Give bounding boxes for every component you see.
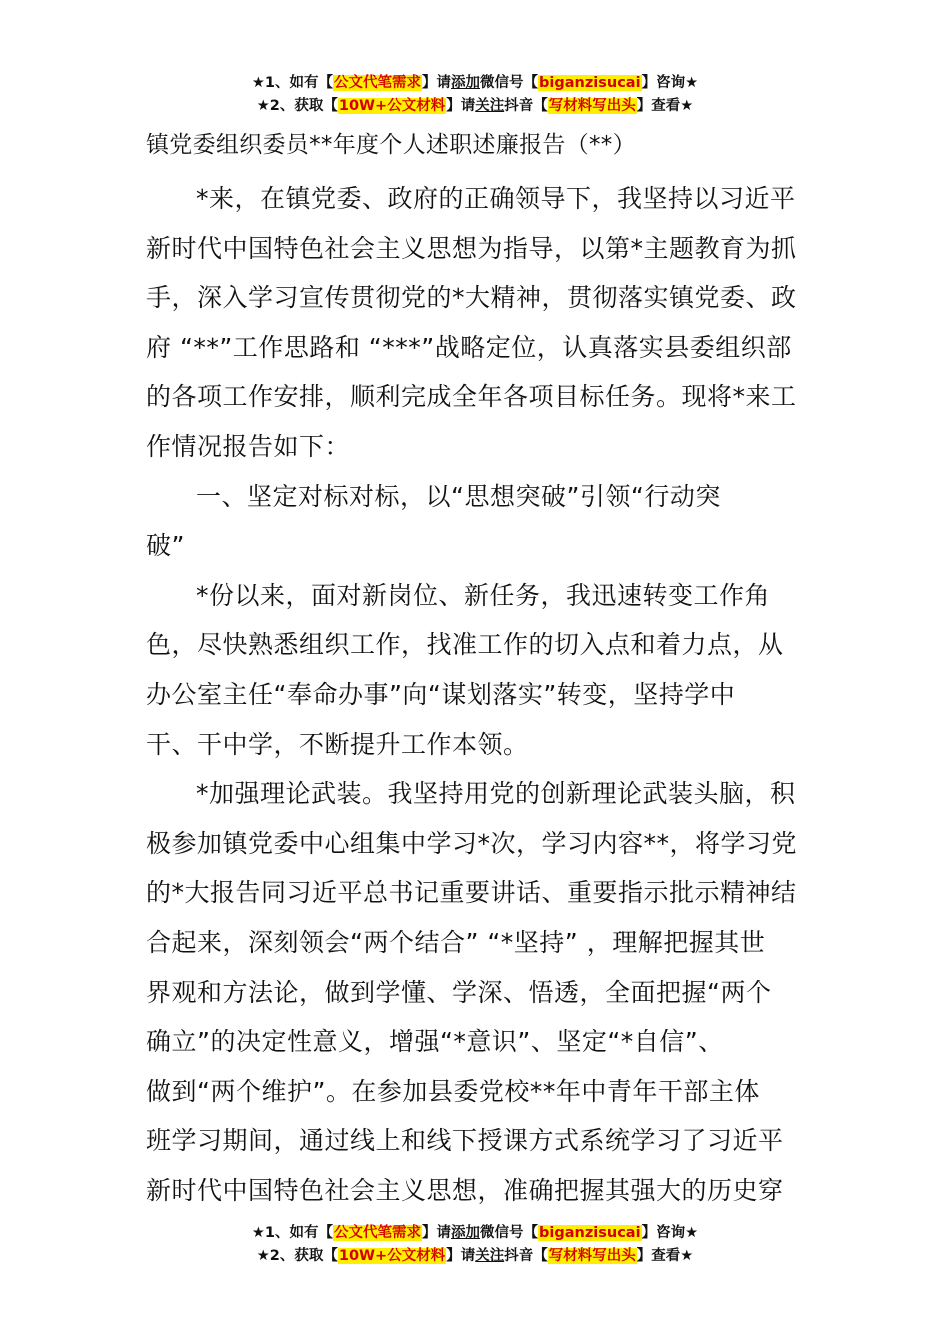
banner-highlight: biganzisucai bbox=[539, 75, 641, 91]
banner-text: 抖音【 bbox=[504, 1248, 548, 1264]
section-heading-line: 破” bbox=[146, 531, 185, 561]
body-line: 作情况报告如下： bbox=[146, 431, 351, 461]
banner-text: 】请 bbox=[422, 1225, 452, 1241]
banner-line-1 bbox=[0, 72, 950, 95]
banner-text: 微信号【 bbox=[480, 1225, 539, 1241]
body-line: 干、干中学，不断提升工作本领。 bbox=[146, 729, 529, 759]
body-line: 确立”的决定性意义，增强“*意识”、坚定“*自信”、 bbox=[146, 1027, 724, 1057]
body-line: 手，深入学习宣传贯彻党的*大精神，贯彻落实镇党委、政 bbox=[146, 283, 797, 313]
banner-line-2 bbox=[0, 95, 950, 118]
banner-text: ★1、如有【 bbox=[251, 75, 334, 91]
body-line: 班学习期间，通过线上和线下授课方式系统学习了习近平 bbox=[146, 1126, 784, 1156]
bottom-banner bbox=[0, 1222, 950, 1268]
banner-highlight: 写材料写出头 bbox=[548, 1248, 636, 1264]
banner-text: 】查看★ bbox=[636, 1248, 694, 1264]
banner-text: ★2、获取【 bbox=[256, 1248, 338, 1264]
banner-text: 】请 bbox=[422, 75, 452, 91]
banner-highlight: 10W+公文材料 bbox=[338, 98, 446, 114]
body-line: 新时代中国特色社会主义思想为指导，以第*主题教育为抓 bbox=[146, 233, 797, 263]
document-title: 镇党委组织委员**年度个人述职述廉报告（**） bbox=[146, 132, 636, 158]
body-text bbox=[146, 174, 806, 1215]
banner-text: 】请 bbox=[446, 1248, 476, 1264]
banner-underlined: 关注 bbox=[475, 98, 505, 114]
body-line: 的*大报告同习近平总书记重要讲话、重要指示批示精神结 bbox=[146, 878, 797, 908]
banner-highlight: 公文代笔需求 bbox=[334, 75, 422, 91]
banner-underlined: 添加 bbox=[451, 75, 481, 91]
body-line: 办公室主任“奉命办事”向“谋划落实”转变，坚持学中 bbox=[146, 679, 736, 709]
section-heading-line: 一、坚定对标对标，以“思想突破”引领“行动突 bbox=[196, 481, 721, 511]
body-line: 极参加镇党委中心组集中学习*次，学习内容**，将学习党 bbox=[146, 828, 798, 858]
banner-highlight: biganzisucai bbox=[539, 1225, 641, 1241]
body-line: 色，尽快熟悉组织工作，找准工作的切入点和着力点，从 bbox=[146, 630, 784, 660]
top-banner bbox=[0, 72, 950, 118]
banner-highlight: 写材料写出头 bbox=[548, 98, 636, 114]
banner-text: 抖音【 bbox=[504, 98, 548, 114]
banner-line-1 bbox=[0, 1222, 950, 1245]
banner-underlined: 添加 bbox=[451, 1225, 481, 1241]
banner-line-2 bbox=[0, 1245, 950, 1268]
body-line: 的各项工作安排，顺利完成全年各项目标任务。现将*来工 bbox=[146, 382, 797, 412]
banner-text: 】咨询★ bbox=[641, 75, 699, 91]
banner-highlight: 公文代笔需求 bbox=[334, 1225, 422, 1241]
banner-underlined: 关注 bbox=[475, 1248, 505, 1264]
body-line: *份以来，面对新岗位、新任务，我迅速转变工作角 bbox=[196, 580, 771, 610]
body-line: 做到“两个维护”。在参加县委党校**年中青年干部主体 bbox=[146, 1076, 760, 1106]
banner-text: 】查看★ bbox=[636, 98, 694, 114]
banner-text: 】咨询★ bbox=[641, 1225, 699, 1241]
document-body bbox=[146, 174, 806, 1215]
banner-highlight: 10W+公文材料 bbox=[338, 1248, 446, 1264]
banner-text: 】请 bbox=[446, 98, 476, 114]
banner-text: ★1、如有【 bbox=[251, 1225, 334, 1241]
body-line: *加强理论武装。我坚持用党的创新理论武装头脑，积 bbox=[196, 779, 796, 809]
body-line: 府 “**”工作思路和 “***”战略定位，认真落实县委组织部 bbox=[146, 332, 792, 362]
banner-text: 微信号【 bbox=[480, 75, 539, 91]
body-line: 新时代中国特色社会主义思想，准确把握其强大的历史穿 bbox=[146, 1175, 784, 1205]
body-line: *来，在镇党委、政府的正确领导下，我坚持以习近平 bbox=[196, 184, 796, 213]
banner-text: ★2、获取【 bbox=[256, 98, 338, 114]
body-line: 合起来，深刻领会“两个结合” “*坚持” ，理解把握其世 bbox=[146, 927, 766, 957]
body-line: 界观和方法论，做到学懂、学深、悟透，全面把握“两个 bbox=[146, 977, 772, 1007]
